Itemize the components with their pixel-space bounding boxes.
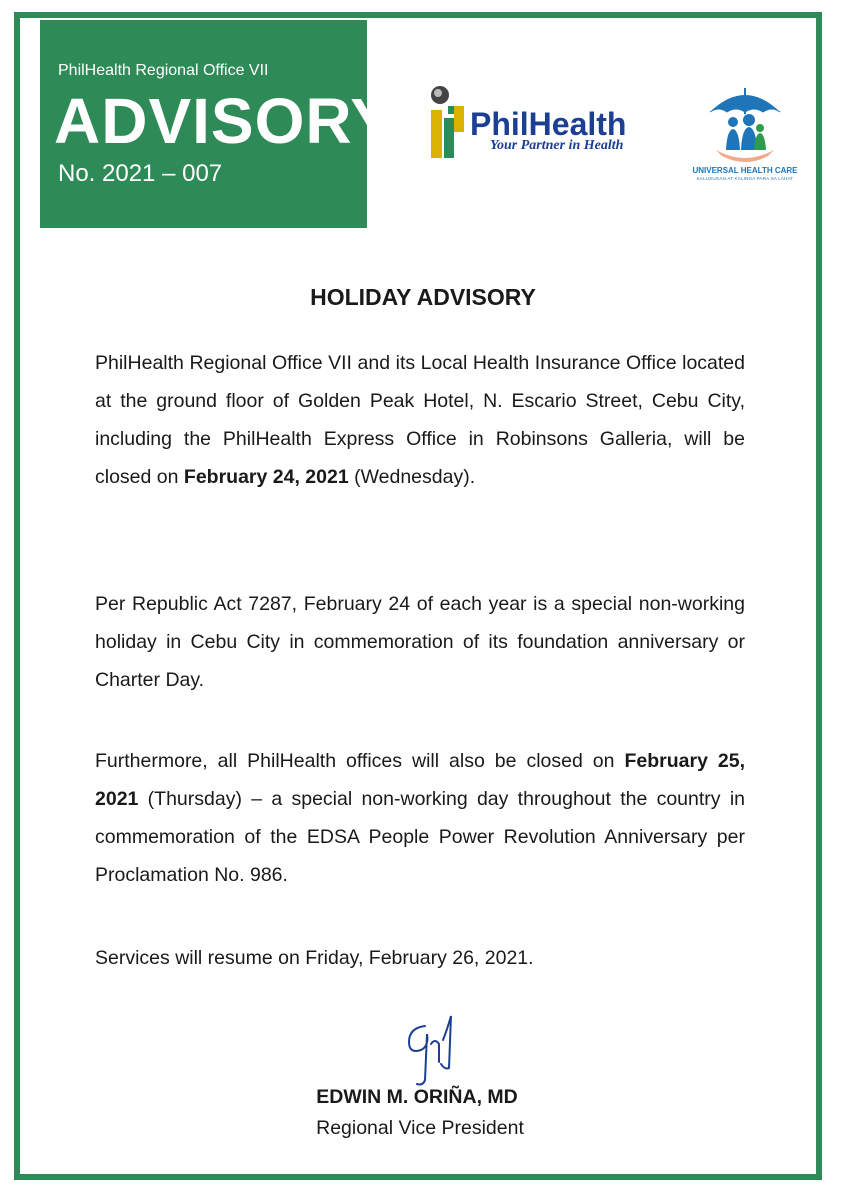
- advisory-header-box: [40, 20, 394, 228]
- paragraph-text: (Thursday) – a special non-working day throughout the country in commemoration of the EDSA People Power Revolution Anniversary per Proclamation No. 986.: [95, 788, 745, 886]
- paragraph-text: (Wednesday).: [348, 466, 476, 488]
- document-title: HOLIDAY ADVISORY: [310, 284, 536, 310]
- signature-icon: [395, 1010, 465, 1090]
- philhealth-tagline: Your Partner in Health: [490, 138, 624, 153]
- office-name: PhilHealth Regional Office VII: [58, 62, 269, 79]
- paragraph-edsa-closure: [95, 742, 745, 894]
- advisory-heading: ADVISORY: [54, 85, 394, 157]
- umbrella-family-icon: [702, 84, 788, 164]
- paragraph-legal-basis: [95, 585, 745, 699]
- uhc-logo: [690, 84, 800, 184]
- paragraph-text: Furthermore, all PhilHealth offices will also be closed on: [95, 750, 625, 772]
- signatory-position: Regional Vice President: [316, 1117, 524, 1139]
- closure-date: February 24, 2021: [183, 466, 349, 488]
- edsa-date: February 25, 2021: [95, 750, 745, 810]
- paragraph-resumption: [95, 939, 745, 977]
- uhc-subtitle: KALUSUGAN AT KALINGA PARA SA LAHAT: [696, 176, 794, 181]
- paragraph-text: Services will resume on Friday, February 26, 2021.: [95, 947, 534, 969]
- uhc-title: UNIVERSAL HEALTH CARE: [692, 166, 798, 175]
- paragraph-closure-notice: [95, 344, 745, 496]
- philhealth-wordmark: PhilHealth: [470, 106, 627, 142]
- philhealth-logo: [428, 84, 658, 168]
- philhealth-emblem-icon: [428, 84, 468, 164]
- paragraph-text: Per Republic Act 7287, February 24 of each year is a special non-working holiday in Cebu City in commemoration of its foundation anniversary or Charter Day.: [95, 593, 745, 691]
- advisory-number: No. 2021 – 007: [58, 160, 223, 187]
- paragraph-text: PhilHealth Regional Office VII and its Local Health Insurance Office located at the ground floor of Golden Peak Hotel, N. Escario Street, Cebu City, including the PhilHealth Express Office in Robinsons Galleria, will be closed on: [95, 352, 745, 488]
- signatory-name: EDWIN M. ORIÑA, MD: [316, 1086, 518, 1108]
